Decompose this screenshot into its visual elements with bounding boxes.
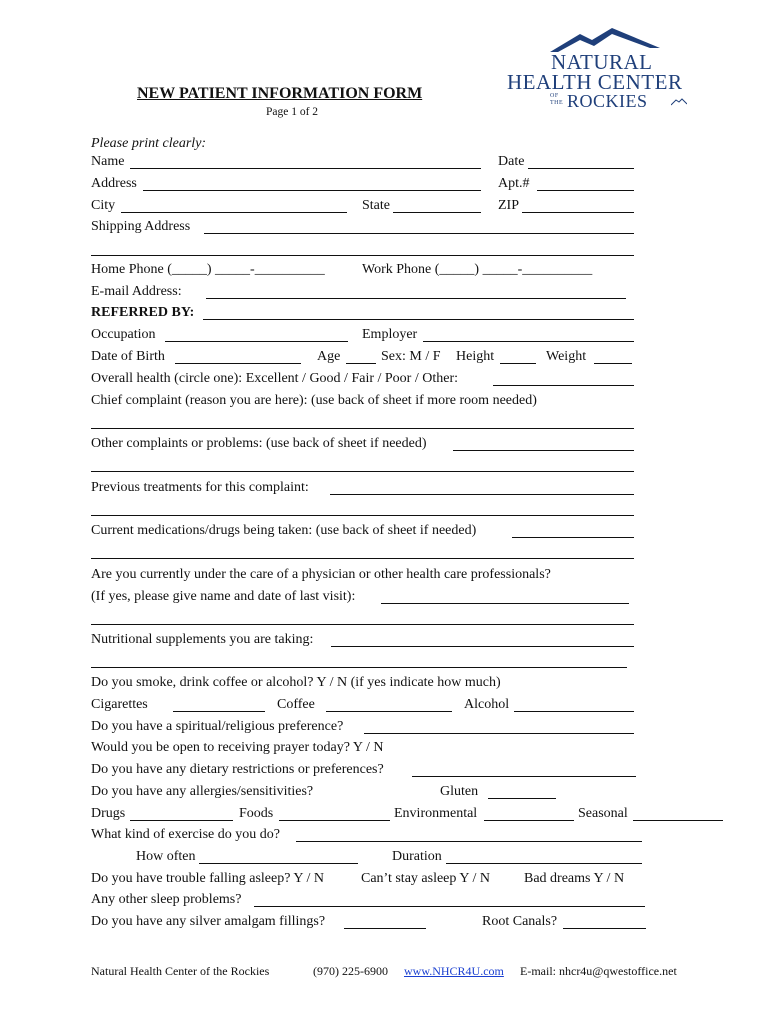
current-meds-field-2[interactable] bbox=[91, 543, 634, 559]
spiritual-label: Do you have a spiritual/religious preference? bbox=[91, 719, 344, 734]
email-field[interactable] bbox=[206, 283, 626, 299]
height-label: Height bbox=[456, 349, 495, 364]
supplements-field-2[interactable] bbox=[91, 652, 627, 668]
smoke-question: Do you smoke, drink coffee or alcohol? Y / N (if yes indicate how much) bbox=[91, 675, 501, 690]
gluten-field[interactable] bbox=[488, 783, 556, 799]
other-complaints-field[interactable] bbox=[453, 435, 634, 451]
weight-label: Weight bbox=[546, 349, 587, 364]
spiritual-field[interactable] bbox=[364, 718, 634, 734]
apt-label: Apt.# bbox=[498, 176, 530, 191]
cigarettes-label: Cigarettes bbox=[91, 697, 148, 712]
chief-complaint-label: Chief complaint (reason you are here): (use back of sheet if more room needed) bbox=[91, 393, 537, 408]
duration-label: Duration bbox=[392, 849, 442, 864]
root-canals-field[interactable] bbox=[563, 913, 646, 929]
shipping-field[interactable] bbox=[204, 218, 634, 234]
logo-line3: ROCKIES bbox=[567, 91, 648, 111]
occupation-label: Occupation bbox=[91, 327, 156, 342]
zip-field[interactable] bbox=[522, 197, 634, 213]
physician-field-2[interactable] bbox=[91, 609, 634, 625]
logo-line2: HEALTH CENTER bbox=[507, 70, 683, 94]
logo-line1: NATURAL bbox=[551, 50, 653, 74]
apt-field[interactable] bbox=[537, 175, 634, 191]
environmental-label: Environmental bbox=[394, 806, 478, 821]
foods-field[interactable] bbox=[279, 805, 390, 821]
footer-email: E-mail: nhcr4u@qwestoffice.net bbox=[520, 964, 677, 978]
other-complaints-label: Other complaints or problems: (use back of sheet if needed) bbox=[91, 436, 427, 451]
footer-phone: (970) 225-6900 bbox=[313, 964, 388, 978]
amalgam-label: Do you have any silver amalgam fillings? bbox=[91, 914, 326, 929]
coffee-label: Coffee bbox=[277, 697, 315, 712]
logo-of: OF bbox=[550, 93, 559, 99]
previous-treatments-label: Previous treatments for this complaint: bbox=[91, 480, 309, 495]
alcohol-field[interactable] bbox=[514, 696, 634, 712]
supplements-label: Nutritional supplements you are taking: bbox=[91, 632, 314, 647]
bad-dreams-question[interactable]: Bad dreams Y / N bbox=[524, 871, 625, 886]
trouble-sleep-question[interactable]: Do you have trouble falling asleep? Y / N bbox=[91, 871, 325, 886]
physician-care-label: Are you currently under the care of a physician or other health care professionals? bbox=[91, 567, 551, 582]
address-label: Address bbox=[91, 176, 137, 191]
chief-complaint-field[interactable] bbox=[91, 413, 634, 429]
date-field[interactable] bbox=[528, 153, 634, 169]
instruction-text: Please print clearly: bbox=[91, 136, 207, 151]
other-sleep-field[interactable] bbox=[254, 891, 645, 907]
occupation-field[interactable] bbox=[165, 326, 348, 342]
duration-field[interactable] bbox=[446, 848, 642, 864]
logo-the: THE bbox=[550, 100, 564, 106]
form-title: NEW PATIENT INFORMATION FORM bbox=[137, 85, 423, 102]
dietary-label: Do you have any dietary restrictions or preferences? bbox=[91, 762, 384, 777]
other-complaints-field-2[interactable] bbox=[91, 456, 634, 472]
seasonal-label: Seasonal bbox=[578, 806, 628, 821]
previous-treatments-field[interactable] bbox=[330, 479, 634, 495]
age-label: Age bbox=[317, 349, 341, 364]
cant-stay-asleep-question[interactable]: Can’t stay asleep Y / N bbox=[361, 871, 490, 886]
other-sleep-label: Any other sleep problems? bbox=[91, 892, 242, 907]
how-often-label: How often bbox=[136, 849, 196, 864]
name-field[interactable] bbox=[130, 153, 481, 169]
gluten-label: Gluten bbox=[440, 784, 479, 799]
date-label: Date bbox=[498, 154, 525, 169]
footer-website-link[interactable]: www.NHCR4U.com bbox=[404, 964, 504, 978]
work-phone-field[interactable]: Work Phone (_____) _____-__________ bbox=[362, 262, 593, 277]
height-field[interactable] bbox=[500, 348, 536, 364]
city-field[interactable] bbox=[121, 197, 347, 213]
supplements-field[interactable] bbox=[331, 631, 634, 647]
city-label: City bbox=[91, 198, 116, 213]
weight-field[interactable] bbox=[594, 348, 632, 364]
alcohol-label: Alcohol bbox=[464, 697, 510, 712]
drugs-field[interactable] bbox=[130, 805, 233, 821]
physician-field[interactable] bbox=[381, 588, 629, 604]
prayer-question[interactable]: Would you be open to receiving prayer today? Y / N bbox=[91, 740, 384, 755]
zip-label: ZIP bbox=[498, 198, 519, 213]
employer-label: Employer bbox=[362, 327, 418, 342]
referred-field[interactable] bbox=[203, 304, 634, 320]
amalgam-field[interactable] bbox=[344, 913, 426, 929]
referred-label: REFERRED BY: bbox=[91, 305, 195, 320]
current-meds-label: Current medications/drugs being taken: (use back of sheet if needed) bbox=[91, 523, 477, 538]
foods-label: Foods bbox=[239, 806, 274, 821]
mountain-small-icon bbox=[671, 98, 687, 106]
home-phone-field[interactable]: Home Phone (_____) _____-__________ bbox=[91, 262, 325, 277]
dietary-field[interactable] bbox=[412, 761, 636, 777]
shipping-label: Shipping Address bbox=[91, 219, 191, 234]
exercise-field[interactable] bbox=[296, 826, 642, 842]
state-label: State bbox=[362, 198, 390, 213]
drugs-label: Drugs bbox=[91, 806, 126, 821]
employer-field[interactable] bbox=[423, 326, 634, 342]
footer-org: Natural Health Center of the Rockies bbox=[91, 964, 270, 978]
address-field[interactable] bbox=[143, 175, 481, 191]
overall-health-label: Overall health (circle one): Excellent / Good / Fair / Poor / Other: bbox=[91, 371, 458, 386]
overall-health-field[interactable] bbox=[493, 370, 634, 386]
sex-field[interactable]: Sex: M / F bbox=[381, 349, 441, 364]
current-meds-field[interactable] bbox=[512, 522, 634, 538]
exercise-label: What kind of exercise do you do? bbox=[91, 827, 280, 842]
email-label: E-mail Address: bbox=[91, 284, 182, 299]
dob-label: Date of Birth bbox=[91, 349, 165, 364]
how-often-field[interactable] bbox=[199, 848, 358, 864]
age-field[interactable] bbox=[346, 348, 376, 364]
page-indicator: Page 1 of 2 bbox=[266, 106, 319, 118]
name-label: Name bbox=[91, 154, 125, 169]
dob-field[interactable] bbox=[175, 348, 301, 364]
cigarettes-field[interactable] bbox=[173, 696, 265, 712]
previous-treatments-field-2[interactable] bbox=[91, 500, 634, 516]
coffee-field[interactable] bbox=[326, 696, 452, 712]
shipping-field-2[interactable] bbox=[91, 240, 634, 256]
seasonal-field[interactable] bbox=[633, 805, 723, 821]
allergies-label: Do you have any allergies/sensitivities? bbox=[91, 784, 314, 799]
environmental-field[interactable] bbox=[484, 805, 574, 821]
logo bbox=[505, 26, 705, 116]
physician-if-yes-label: (If yes, please give name and date of last visit): bbox=[91, 589, 356, 604]
root-canals-label: Root Canals? bbox=[482, 914, 558, 929]
state-field[interactable] bbox=[393, 197, 481, 213]
